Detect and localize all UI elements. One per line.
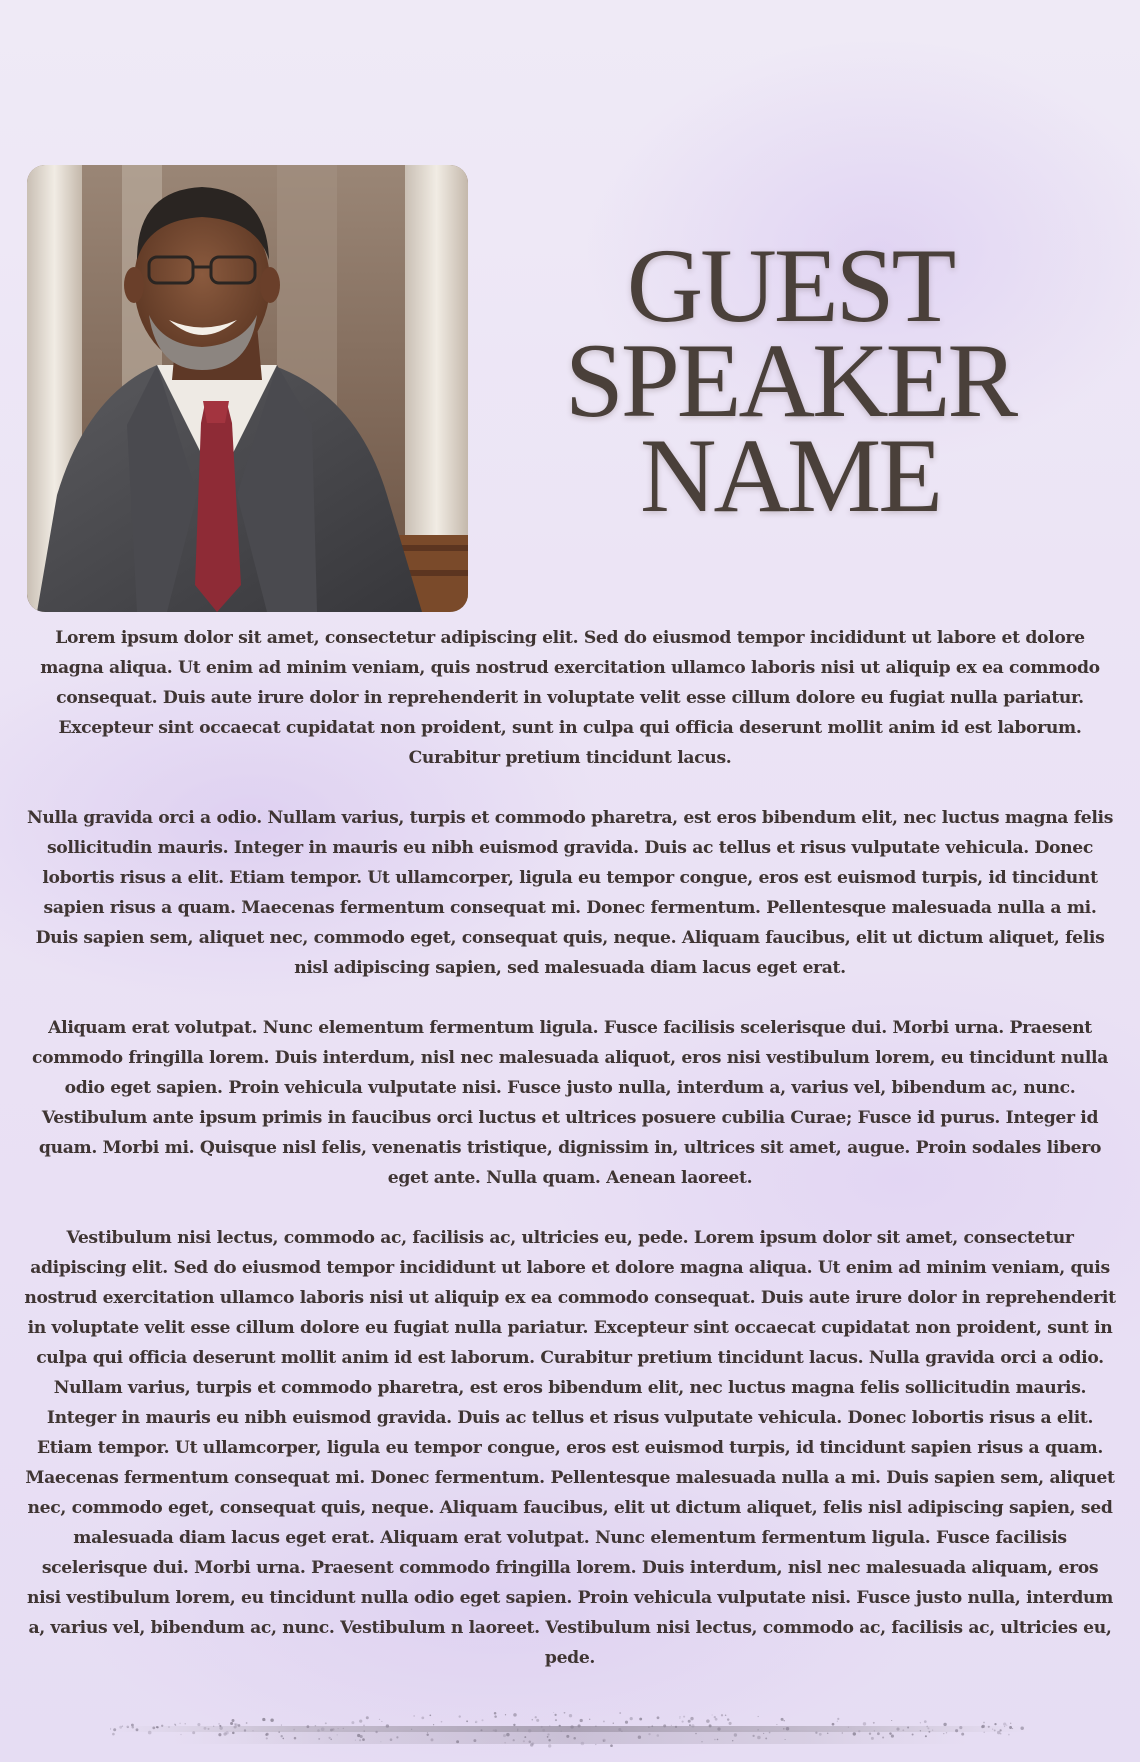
glitter-dot <box>569 1714 572 1717</box>
glitter-dot <box>330 1738 332 1740</box>
glitter-dot <box>541 1726 543 1728</box>
glitter-dot <box>431 1738 434 1741</box>
glitter-dot <box>429 1714 431 1716</box>
glitter-dot <box>758 1716 759 1717</box>
glitter-dot <box>603 1720 605 1722</box>
glitter-dot <box>459 1715 461 1717</box>
glitter-dot <box>683 1716 685 1718</box>
glitter-dot <box>549 1725 550 1726</box>
glitter-dot <box>691 1724 694 1727</box>
glitter-dot <box>1010 1723 1011 1724</box>
glitter-dot <box>315 1725 317 1727</box>
glitter-dot <box>148 1731 152 1735</box>
glitter-dot <box>337 1734 338 1735</box>
glitter-dot <box>197 1723 200 1726</box>
glitter-dot <box>630 1717 633 1720</box>
paragraph-2: Nulla gravida orci a odio. Nullam varius, turpis et commodo pharetra, est eros bibendum elit, nec luctus magna felis sollicitudin mauris. Integer in mauris eu nibh euismod gravida. Duis ac tellus et risus vulputate vehicula. Donec lobortis risus a elit. Etiam tempor. Ut ullamcorper, ligula eu tempor congue, eros est euismod turpis, id tincidunt sapien risus a quam. Maecenas fermentum consequat mi. Donec fermentum. Pellentesque malesuada nulla a mi. Duis sapien sem, aliquet nec, commodo eget, consequat quis, neque. Aliquam faucibus, elit ut dictum aliquet, felis nisl adipiscing sapien, sed malesuada diam lacus eget erat. <box>26 808 1114 978</box>
glitter-dot <box>902 1729 904 1731</box>
glitter-dot <box>321 1727 325 1731</box>
glitter-dot <box>359 1739 361 1741</box>
glitter-dot <box>414 1715 415 1716</box>
glitter-dot <box>837 1718 839 1720</box>
glitter-dot <box>294 1737 297 1740</box>
glitter-dot <box>230 1722 233 1725</box>
glitter-dot <box>351 1721 354 1724</box>
glitter-dot <box>926 1726 928 1728</box>
glitter-dot <box>757 1736 761 1740</box>
glitter-dot <box>270 1718 273 1721</box>
glitter-dot <box>581 1742 585 1746</box>
glitter-dot <box>715 1718 718 1721</box>
glitter-dot <box>379 1719 380 1720</box>
glitter-dot <box>481 1729 483 1731</box>
glitter-dot <box>765 1737 767 1739</box>
glitter-dot <box>338 1728 339 1729</box>
glitter-dot <box>873 1722 875 1724</box>
glitter-dot <box>317 1729 320 1732</box>
glitter-dot <box>559 1725 561 1727</box>
glitter-dot <box>513 1739 515 1741</box>
title-line-speaker: SPEAKER <box>564 322 1016 439</box>
glitter-dot <box>529 1740 532 1743</box>
glitter-divider <box>110 1712 1030 1756</box>
glitter-dot <box>877 1732 880 1735</box>
glitter-dot <box>1000 1733 1002 1735</box>
glitter-dot <box>381 1721 382 1722</box>
glitter-dot <box>621 1731 622 1732</box>
glitter-dot <box>375 1731 377 1733</box>
glitter-dot <box>325 1722 327 1724</box>
glitter-dot <box>266 1737 268 1739</box>
glitter-dot <box>717 1727 720 1730</box>
glitter-dot <box>961 1733 964 1736</box>
glitter-dot <box>603 1740 605 1742</box>
glitter-dot <box>281 1725 282 1726</box>
glitter-dot <box>524 1736 526 1738</box>
glitter-dot <box>493 1729 495 1731</box>
glitter-dot <box>281 1735 283 1737</box>
glitter-dot <box>456 1740 459 1743</box>
glitter-dot <box>994 1729 996 1731</box>
glitter-dot <box>517 1729 518 1730</box>
glitter-dot <box>675 1726 677 1728</box>
glitter-dot <box>113 1728 116 1731</box>
glitter-dot <box>891 1720 892 1721</box>
glitter-dot <box>481 1719 483 1721</box>
glitter-dot <box>848 1727 849 1728</box>
glitter-dot <box>874 1730 875 1731</box>
glitter-dot <box>924 1720 927 1723</box>
glitter-dot <box>523 1740 525 1742</box>
glitter-dot <box>815 1732 817 1734</box>
glitter-dot <box>1009 1726 1012 1729</box>
speaker-portrait-illustration <box>27 165 468 612</box>
glitter-dot <box>725 1715 727 1717</box>
glitter-dot <box>721 1714 723 1716</box>
glitter-dot <box>532 1742 535 1745</box>
glitter-dot <box>207 1728 209 1730</box>
paragraph-1: Lorem ipsum dolor sit amet, consectetur adipiscing elit. Sed do eiusmod tempor incididunt ut labore et dolore magna aliqua. Ut enim ad minim veniam, quis nostrud exercitation ullamco laboris nisi ut aliquip ex ea commodo consequat. Duis aute irure dolor in reprehenderit in voluptate velit esse cillum dolore eu fugiat nulla pariatur. Excepteur sint occaecat cupidatat non proident, sunt in culpa qui officia deserunt mollit anim id est laborum. Curabitur pretium tincidunt lacus. <box>40 628 1100 768</box>
glitter-dot <box>625 1721 628 1724</box>
glitter-dot <box>679 1718 680 1719</box>
glitter-dot <box>234 1725 237 1728</box>
glitter-dot <box>1003 1723 1006 1726</box>
glitter-dot <box>984 1732 985 1733</box>
glitter-dot <box>225 1731 228 1734</box>
glitter-dot <box>679 1716 680 1717</box>
glitter-dot <box>1012 1728 1013 1729</box>
glitter-dot <box>999 1729 1001 1731</box>
glitter-dot <box>364 1730 365 1731</box>
glitter-dot <box>853 1732 856 1735</box>
glitter-dot <box>983 1722 985 1724</box>
glitter-dot <box>682 1721 684 1723</box>
glitter-dot <box>218 1723 220 1725</box>
glitter-dot <box>827 1732 829 1734</box>
glitter-dot <box>161 1725 163 1727</box>
glitter-dot <box>619 1712 621 1714</box>
glitter-dot <box>244 1729 246 1731</box>
glitter-dot <box>769 1732 771 1734</box>
speaker-photo <box>27 165 468 612</box>
glitter-dot <box>363 1724 365 1726</box>
glitter-dot <box>132 1726 135 1729</box>
glitter-dot <box>175 1724 176 1725</box>
glitter-dot <box>548 1739 550 1741</box>
glitter-dot <box>882 1736 884 1738</box>
glitter-dot <box>997 1731 1000 1734</box>
glitter-dot <box>712 1714 713 1715</box>
glitter-dot <box>819 1733 822 1736</box>
glitter-dot <box>213 1726 214 1727</box>
glitter-dot <box>366 1716 369 1719</box>
glitter-dot <box>503 1734 506 1737</box>
glitter-dot <box>580 1719 583 1722</box>
glitter-dot <box>927 1727 929 1729</box>
glitter-dot <box>238 1724 241 1727</box>
glitter-dot <box>763 1733 764 1734</box>
glitter-dot <box>360 1735 363 1738</box>
glitter-dot <box>570 1725 573 1728</box>
paragraph-3: Aliquam erat volutpat. Nunc elementum fermentum ligula. Fusce facilisis scelerisque dui. Morbi urna. Praesent commodo fringilla lorem. Duis interdum, nisl nec malesuada aliquot, eros nisi vestibulum lorem, eu tincidunt nulla odio eget sapien. Proin vehicula vulputate nisi. Fusce justo nulla, interdum a, varius vel, bibendum ac, nunc. Vestibulum ante ipsum primis in faucibus orci luctus et ultrices posuere cubilia Curae; Fusce id purus. Integer id quam. Morbi mi. Quisque nisl felis, venenatis tristique, dignissim in, ultrices sit amet, augue. Proin sodales libero eget ante. Nulla quam. Aenean laoreet. <box>31 1018 1109 1188</box>
glitter-dot <box>219 1725 221 1727</box>
glitter-dot <box>714 1716 716 1718</box>
glitter-dot <box>127 1727 128 1728</box>
glitter-dot <box>494 1729 497 1732</box>
glitter-dot <box>473 1739 476 1742</box>
glitter-dot <box>714 1739 716 1741</box>
glitter-dot <box>610 1744 613 1747</box>
page-title <box>540 227 1040 534</box>
glitter-dot <box>517 1730 518 1731</box>
glitter-dot <box>179 1723 180 1724</box>
glitter-dot <box>701 1741 702 1742</box>
glitter-dot <box>651 1725 653 1727</box>
glitter-dot <box>421 1717 424 1720</box>
glitter-dot <box>734 1733 737 1736</box>
glitter-dot <box>657 1716 660 1719</box>
glitter-dot <box>536 1719 539 1722</box>
glitter-dot <box>1020 1726 1023 1729</box>
glitter-dot <box>156 1726 158 1728</box>
glitter-dot <box>920 1722 921 1723</box>
glitter-dot <box>513 1724 515 1726</box>
glitter-dot <box>232 1719 235 1722</box>
glitter-dot <box>981 1725 984 1728</box>
glitter-dot <box>992 1729 993 1730</box>
glitter-dot <box>688 1720 691 1723</box>
glitter-dot <box>638 1736 641 1739</box>
glitter-dot <box>262 1718 265 1721</box>
glitter-dot <box>907 1727 909 1729</box>
glitter-dot <box>639 1718 642 1721</box>
glitter-dot <box>994 1723 996 1725</box>
glitter-dot <box>776 1724 777 1725</box>
glitter-dot <box>784 1720 785 1721</box>
glitter-dot <box>783 1728 785 1730</box>
glitter-dot <box>757 1729 758 1730</box>
glitter-dot <box>891 1735 894 1738</box>
glitter-dot <box>112 1733 115 1736</box>
glitter-dot <box>1004 1726 1005 1727</box>
glitter-dot <box>475 1721 478 1724</box>
glitter-dot <box>513 1713 517 1717</box>
glitter-dot <box>648 1733 650 1735</box>
glitter-dot <box>786 1727 789 1730</box>
paragraph-5: Maecenas fermentum consequat mi. Donec fermentum. Pellentesque malesuada nulla a mi. Duis sapien sem, aliquet nec, commodo eget, consequat quis, neque. Aliquam faucibus, elit ut dictum aliquet, felis nisl adipiscing sapien, sed malesuada diam lacus eget erat. Aliquam erat volutpat. Nunc elementum fermentum ligula. Fusce facilisis scelerisque dui. Morbi urna. Praesent commodo fringilla lorem. Duis interdum, nisl nec malesuada aliquam, eros nisi vestibulum lorem, eu tincidunt nulla odio eget sapien. Proin vehicula vulputate nisi. Fusce justo nulla, interdum a, varius vel, bibendum ac, nunc. Vestibulum n laoreet. Vestibulum nisi lectus, commodo ac, facilisis ac, ultricies eu, pede. <box>25 1468 1115 1668</box>
glitter-dot <box>535 1716 537 1718</box>
glitter-dot <box>506 1733 510 1737</box>
glitter-dot <box>928 1731 930 1733</box>
glitter-dot <box>168 1726 170 1728</box>
glitter-dot <box>561 1731 562 1732</box>
glitter-dot <box>837 1721 838 1722</box>
glitter-dot <box>573 1737 576 1740</box>
glitter-dot <box>219 1726 222 1729</box>
glitter-dot <box>729 1722 732 1725</box>
glitter-dot <box>555 1719 557 1721</box>
glitter-dot <box>204 1727 207 1730</box>
glitter-dot <box>494 1715 497 1718</box>
glitter-dot <box>946 1732 947 1733</box>
glitter-dot <box>152 1727 155 1730</box>
glitter-dot <box>433 1724 434 1725</box>
glitter-dot <box>618 1728 621 1731</box>
glitter-dot <box>504 1742 505 1743</box>
glitter-dot <box>380 1741 381 1742</box>
glitter-dot <box>566 1735 569 1738</box>
glitter-dot <box>595 1726 596 1727</box>
glitter-dot <box>547 1736 549 1738</box>
glitter-dot <box>858 1730 860 1732</box>
glitter-dot <box>709 1724 712 1727</box>
glitter-dot <box>943 1723 946 1726</box>
paragraph-4: Vestibulum nisi lectus, commodo ac, facilisis ac, ultricies eu, pede. Lorem ipsum dolor sit amet, consectetur adipiscing elit. Sed do eiusmod tempor incididunt ut labore et dolore magna aliqua. Ut enim ad minim veniam, quis nostrud exercitation ullamco laboris nisi ut aliquip ex ea commodo consequat. Duis aute irure dolor in reprehenderit in voluptate velit esse cillum dolore eu fugiat nulla pariatur. Excepteur sint occaecat cupidatat non proident, sunt in culpa qui officia deserunt mollit anim id est laborum. Curabitur pretium tincidunt lacus. Nulla gravida orci a odio. Nullam varius, turpis et commodo pharetra, est eros bibendum elit, nec luctus magna felis sollicitudin mauris. Integer in mauris eu nibh euismod gravida. Duis ac tellus et risus vulputate vehicula. Donec lobortis risus a elit. Etiam tempor. Ut ullamcorper, ligula eu tempor congue, eros est euismod turpis, id tincidunt sapien risus a quam. <box>24 1228 1116 1458</box>
glitter-dot <box>411 1729 412 1730</box>
glitter-dot <box>959 1726 962 1729</box>
glitter-dot <box>548 1744 551 1747</box>
glitter-dot <box>695 1733 697 1735</box>
glitter-dot <box>732 1740 733 1741</box>
glitter-dot <box>441 1721 443 1723</box>
glitter-dot <box>547 1733 549 1735</box>
glitter-dot <box>955 1729 958 1732</box>
glitter-dot <box>330 1729 333 1732</box>
glitter-dot <box>832 1723 835 1726</box>
glitter-dot <box>889 1732 891 1734</box>
glitter-dot <box>781 1718 784 1721</box>
glitter-dot <box>494 1712 497 1715</box>
glitter-dot <box>362 1738 365 1741</box>
glitter-dot <box>871 1737 874 1740</box>
glitter-dot <box>390 1738 393 1741</box>
glitter-dot <box>1006 1725 1007 1726</box>
glitter-dot <box>355 1740 356 1741</box>
glitter-dot <box>842 1732 843 1733</box>
glitter-dot <box>752 1735 754 1737</box>
glitter-dot <box>119 1726 122 1729</box>
glitter-dot <box>613 1723 614 1724</box>
glitter-dot <box>185 1723 186 1724</box>
glitter-dot <box>426 1734 428 1736</box>
glitter-dot <box>595 1744 596 1745</box>
glitter-dot <box>657 1734 660 1737</box>
glitter-dot <box>282 1738 284 1740</box>
glitter-dot <box>136 1728 139 1731</box>
glitter-dot <box>932 1729 933 1730</box>
glitter-dot <box>328 1737 330 1739</box>
glitter-dot <box>307 1725 310 1728</box>
glitter-dot <box>925 1735 927 1737</box>
glitter-dot <box>912 1734 914 1736</box>
glitter-dot <box>578 1724 581 1727</box>
glitter-dot <box>542 1729 545 1732</box>
glitter-dot <box>706 1719 710 1723</box>
glitter-dot <box>532 1719 534 1721</box>
glitter-dot <box>896 1728 899 1731</box>
glitter-dot <box>427 1732 428 1733</box>
glitter-dot <box>386 1724 389 1727</box>
glitter-dot <box>863 1722 866 1725</box>
glitter-dot <box>505 1714 506 1715</box>
glitter-dot <box>218 1733 221 1736</box>
glitter-dot <box>869 1733 871 1735</box>
glitter-dot <box>318 1738 320 1740</box>
glitter-dot <box>717 1739 719 1741</box>
glitter-dot <box>1008 1734 1010 1736</box>
glitter-dot <box>192 1731 195 1734</box>
glitter-dot <box>396 1736 398 1738</box>
glitter-dot <box>988 1726 990 1728</box>
glitter-dot <box>663 1724 666 1727</box>
glitter-dot <box>232 1732 235 1735</box>
glitter-dot <box>266 1733 269 1736</box>
glitter-dot <box>131 1724 134 1727</box>
glitter-dot <box>343 1728 344 1729</box>
glitter-dot <box>920 1730 921 1731</box>
glitter-dot <box>564 1712 566 1714</box>
glitter-dot <box>943 1733 944 1734</box>
glitter-dot <box>785 1739 786 1740</box>
glitter-dot <box>293 1729 295 1731</box>
glitter-dot <box>466 1720 468 1722</box>
glitter-dot <box>671 1725 672 1726</box>
title-line-guest: GUEST <box>626 227 954 344</box>
title-line-name: NAME <box>639 417 941 534</box>
glitter-dot <box>278 1731 280 1733</box>
glitter-dot <box>528 1729 531 1732</box>
glitter-dot <box>554 1714 556 1716</box>
glitter-dot <box>727 1718 729 1720</box>
glitter-dot <box>359 1720 362 1723</box>
glitter-dot <box>690 1717 693 1720</box>
glitter-dot <box>180 1734 181 1735</box>
glitter-dot <box>246 1722 248 1724</box>
biography-text <box>24 623 1116 1673</box>
glitter-dot <box>689 1724 691 1726</box>
glitter-dot <box>648 1726 649 1727</box>
glitter-dot <box>252 1730 253 1731</box>
glitter-dot <box>589 1719 590 1720</box>
